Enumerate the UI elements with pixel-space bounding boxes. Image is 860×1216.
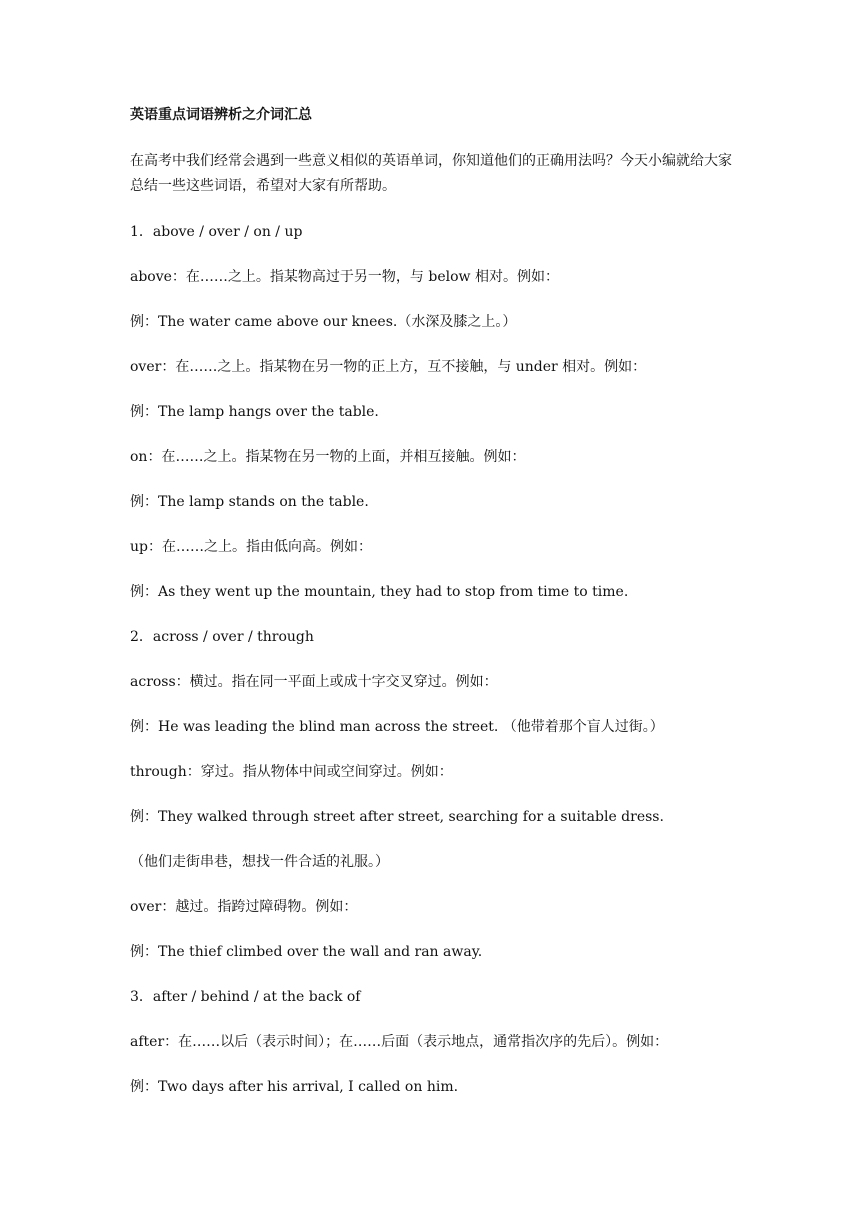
section-heading-2: 2．across / over / through bbox=[130, 629, 314, 645]
definition-on: on：在……之上。指某物在另一物的上面，并相互接触。例如： bbox=[130, 449, 526, 465]
example-over-2: 例：The thief climbed over the wall and ran away. bbox=[130, 944, 483, 960]
definition-over-2: over：越过。指跨过障碍物。例如： bbox=[130, 899, 358, 915]
section-heading-3: 3．after / behind / at the back of bbox=[130, 989, 361, 1005]
definition-up: up：在……之上。指由低向高。例如： bbox=[130, 539, 372, 555]
document-title: 英语重点词语辨析之介词汇总 bbox=[130, 107, 312, 123]
example-after: 例：Two days after his arrival, I called on him. bbox=[130, 1079, 459, 1095]
intro-paragraph: 在高考中我们经常会遇到一些意义相似的英语单词，你知道他们的正确用法吗？今天小编就给大家总结一些这些词语，希望对大家有所帮助。 bbox=[130, 153, 732, 194]
example-above: 例：The water came above our knees.（水深及膝之上。） bbox=[130, 314, 517, 330]
example-across: 例：He was leading the blind man across the street. （他带着那个盲人过街。） bbox=[130, 719, 664, 735]
document-body bbox=[130, 104, 734, 1121]
example-through: 例：They walked through street after street, searching for a suitable dress. bbox=[130, 809, 664, 825]
example-through-translation: （他们走街串巷，想找一件合适的礼服。） bbox=[130, 854, 389, 870]
example-over: 例：The lamp hangs over the table. bbox=[130, 404, 379, 420]
definition-across: across：横过。指在同一平面上或成十字交叉穿过。例如： bbox=[130, 674, 498, 690]
definition-through: through：穿过。指从物体中间或空间穿过。例如： bbox=[130, 764, 453, 780]
section-heading-1: 1．above / over / on / up bbox=[130, 224, 303, 240]
example-on: 例：The lamp stands on the table. bbox=[130, 494, 369, 510]
example-up: 例：As they went up the mountain, they had to stop from time to time. bbox=[130, 584, 629, 600]
definition-over: over：在……之上。指某物在另一物的正上方，互不接触，与 under 相对。例如： bbox=[130, 359, 647, 375]
definition-above: above：在……之上。指某物高过于另一物，与 below 相对。例如： bbox=[130, 269, 559, 285]
definition-after: after：在……以后（表示时间）；在……后面（表示地点，通常指次序的先后）。例如： bbox=[130, 1034, 669, 1050]
